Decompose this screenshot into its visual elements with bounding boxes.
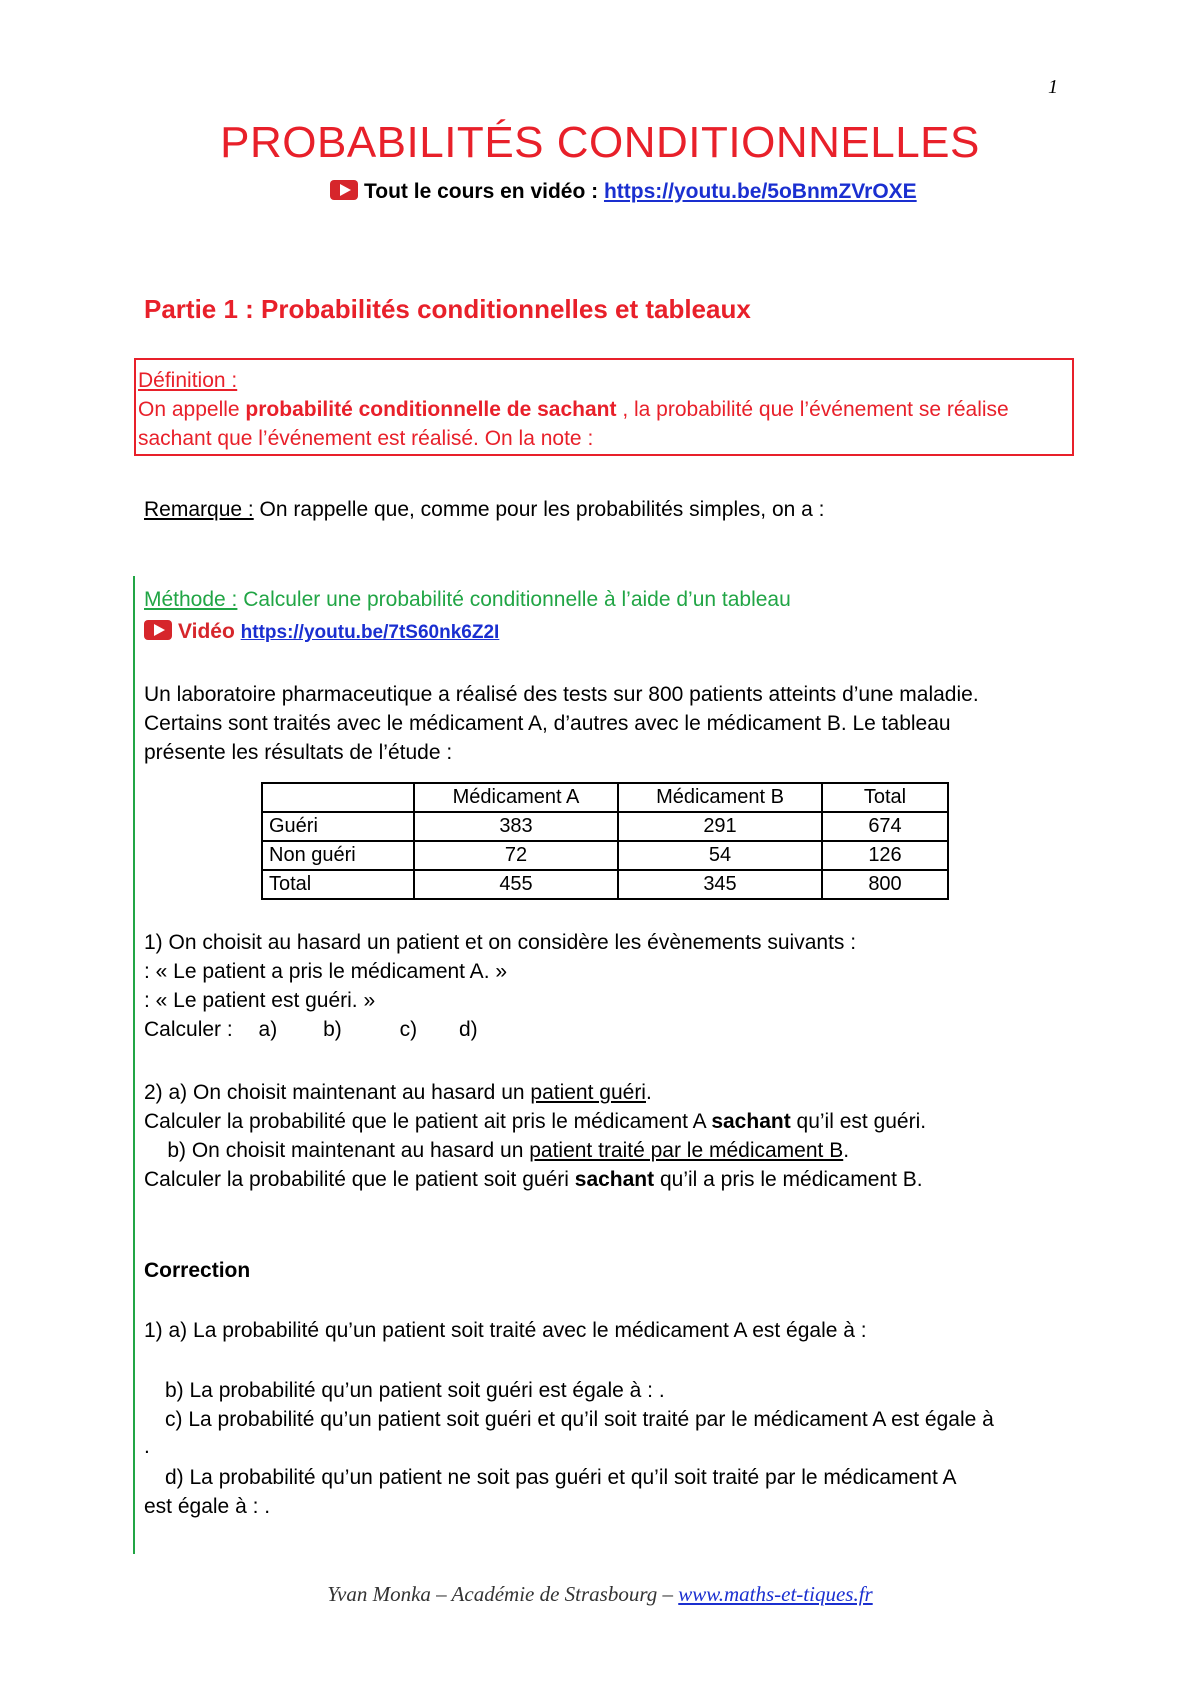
correction-1b: b) La probabilité qu’un patient soit guéri est égale à : . (165, 1379, 665, 1402)
footer-text: Yvan Monka – Académie de Strasbourg – (327, 1582, 679, 1606)
table-cell: 383 (414, 812, 618, 841)
table-row (262, 812, 948, 841)
correction-1c-cont: . (144, 1435, 150, 1458)
table-header-cell: Médicament B (618, 783, 822, 812)
correction-1d: d) La probabilité qu’un patient ne soit pas guéri et qu’il soit traité par le médicament A (165, 1466, 957, 1489)
method-video-line (144, 617, 499, 647)
course-video-link[interactable]: https://youtu.be/5oBnmZVrOXE (603, 180, 917, 203)
table-header-cell: Total (822, 783, 948, 812)
intro-line-2: Certains sont traités avec le médicament A, d’autres avec le médicament B. Le tableau (144, 712, 951, 735)
method-heading: Méthode : Calculer une probabilité conditionnelle à l’aide d’un tableau (144, 588, 791, 611)
table-cell: 291 (618, 812, 822, 841)
table-row (262, 870, 948, 899)
calc-label: Calculer : (144, 1018, 233, 1041)
footer-link[interactable]: www.maths-et-tiques.fr (678, 1582, 873, 1606)
table-cell: 54 (618, 841, 822, 870)
calc-item: b) (323, 1018, 342, 1041)
footer (0, 1582, 1200, 1607)
section-heading-partie-1: Partie 1 : Probabilités conditionnelles et tableaux (144, 294, 751, 324)
table-cell: 800 (822, 870, 948, 899)
table-header-cell (262, 783, 414, 812)
question-1-calc (144, 1015, 478, 1044)
question-1-event-g: : « Le patient est guéri. » (144, 989, 376, 1012)
definition-line-2: sachant que l’événement est réalisé. On la note : (138, 427, 594, 450)
table-cell: 345 (618, 870, 822, 899)
table-cell: 72 (414, 841, 618, 870)
correction-1d-cont: est égale à : . (144, 1495, 271, 1518)
course-video-line (330, 180, 917, 204)
correction-1c: c) La probabilité qu’un patient soit guéri et qu’il soit traité par le médicament A est égale à (165, 1408, 994, 1431)
course-video-label: Tout le cours en vidéo : (364, 180, 599, 203)
method-video-label: Vidéo (178, 620, 235, 643)
correction-1a: 1) a) La probabilité qu’un patient soit traité avec le médicament A est égale à : (144, 1319, 867, 1342)
table-cell: 126 (822, 841, 948, 870)
question-2b-line-2: Calculer la probabilité que le patient soit guéri sachant qu’il a pris le médicament B. (144, 1168, 923, 1191)
table-cell: 674 (822, 812, 948, 841)
remarque: Remarque : On rappelle que, comme pour les probabilités simples, on a : (144, 498, 825, 521)
question-2a-line-2: Calculer la probabilité que le patient ait pris le médicament A sachant qu’il est guéri. (144, 1110, 927, 1133)
table-header-cell: Médicament A (414, 783, 618, 812)
table-cell: 455 (414, 870, 618, 899)
page-number: 1 (1048, 76, 1058, 98)
table-cell: Guéri (262, 812, 414, 841)
question-2a-line-1: 2) a) On choisit maintenant au hasard un patient guéri. (144, 1081, 652, 1104)
table-cell: Non guéri (262, 841, 414, 870)
definition-line-1: On appelle probabilité conditionnelle de sachant , la probabilité que l’événement se réalise (138, 398, 1009, 421)
intro-line-1: Un laboratoire pharmaceutique a réalisé des tests sur 800 patients atteints d’une maladie. (144, 683, 979, 706)
table-header-row (262, 783, 948, 812)
calc-item: a) (258, 1018, 278, 1041)
page-title: PROBABILITÉS CONDITIONNELLES (220, 118, 980, 167)
question-2b-line-1: b) On choisit maintenant au hasard un patient traité par le médicament B. (144, 1139, 850, 1162)
question-1-line-1: 1) On choisit au hasard un patient et on considère les évènements suivants : (144, 931, 857, 954)
question-1-event-a: : « Le patient a pris le médicament A. » (144, 960, 508, 983)
calc-item: c) (399, 1018, 418, 1041)
definition-heading: Définition : (138, 369, 238, 392)
method-video-link[interactable]: https://youtu.be/7tS60nk6Z2I (240, 622, 500, 643)
youtube-play-icon[interactable] (144, 620, 172, 640)
intro-line-3: présente les résultats de l’étude : (144, 741, 453, 764)
youtube-play-icon[interactable] (330, 180, 358, 200)
table-row (262, 841, 948, 870)
correction-heading: Correction (144, 1259, 251, 1282)
table-cell: Total (262, 870, 414, 899)
results-table (261, 782, 949, 900)
calc-item: d) (458, 1018, 478, 1041)
method-margin-bar (133, 576, 135, 1554)
